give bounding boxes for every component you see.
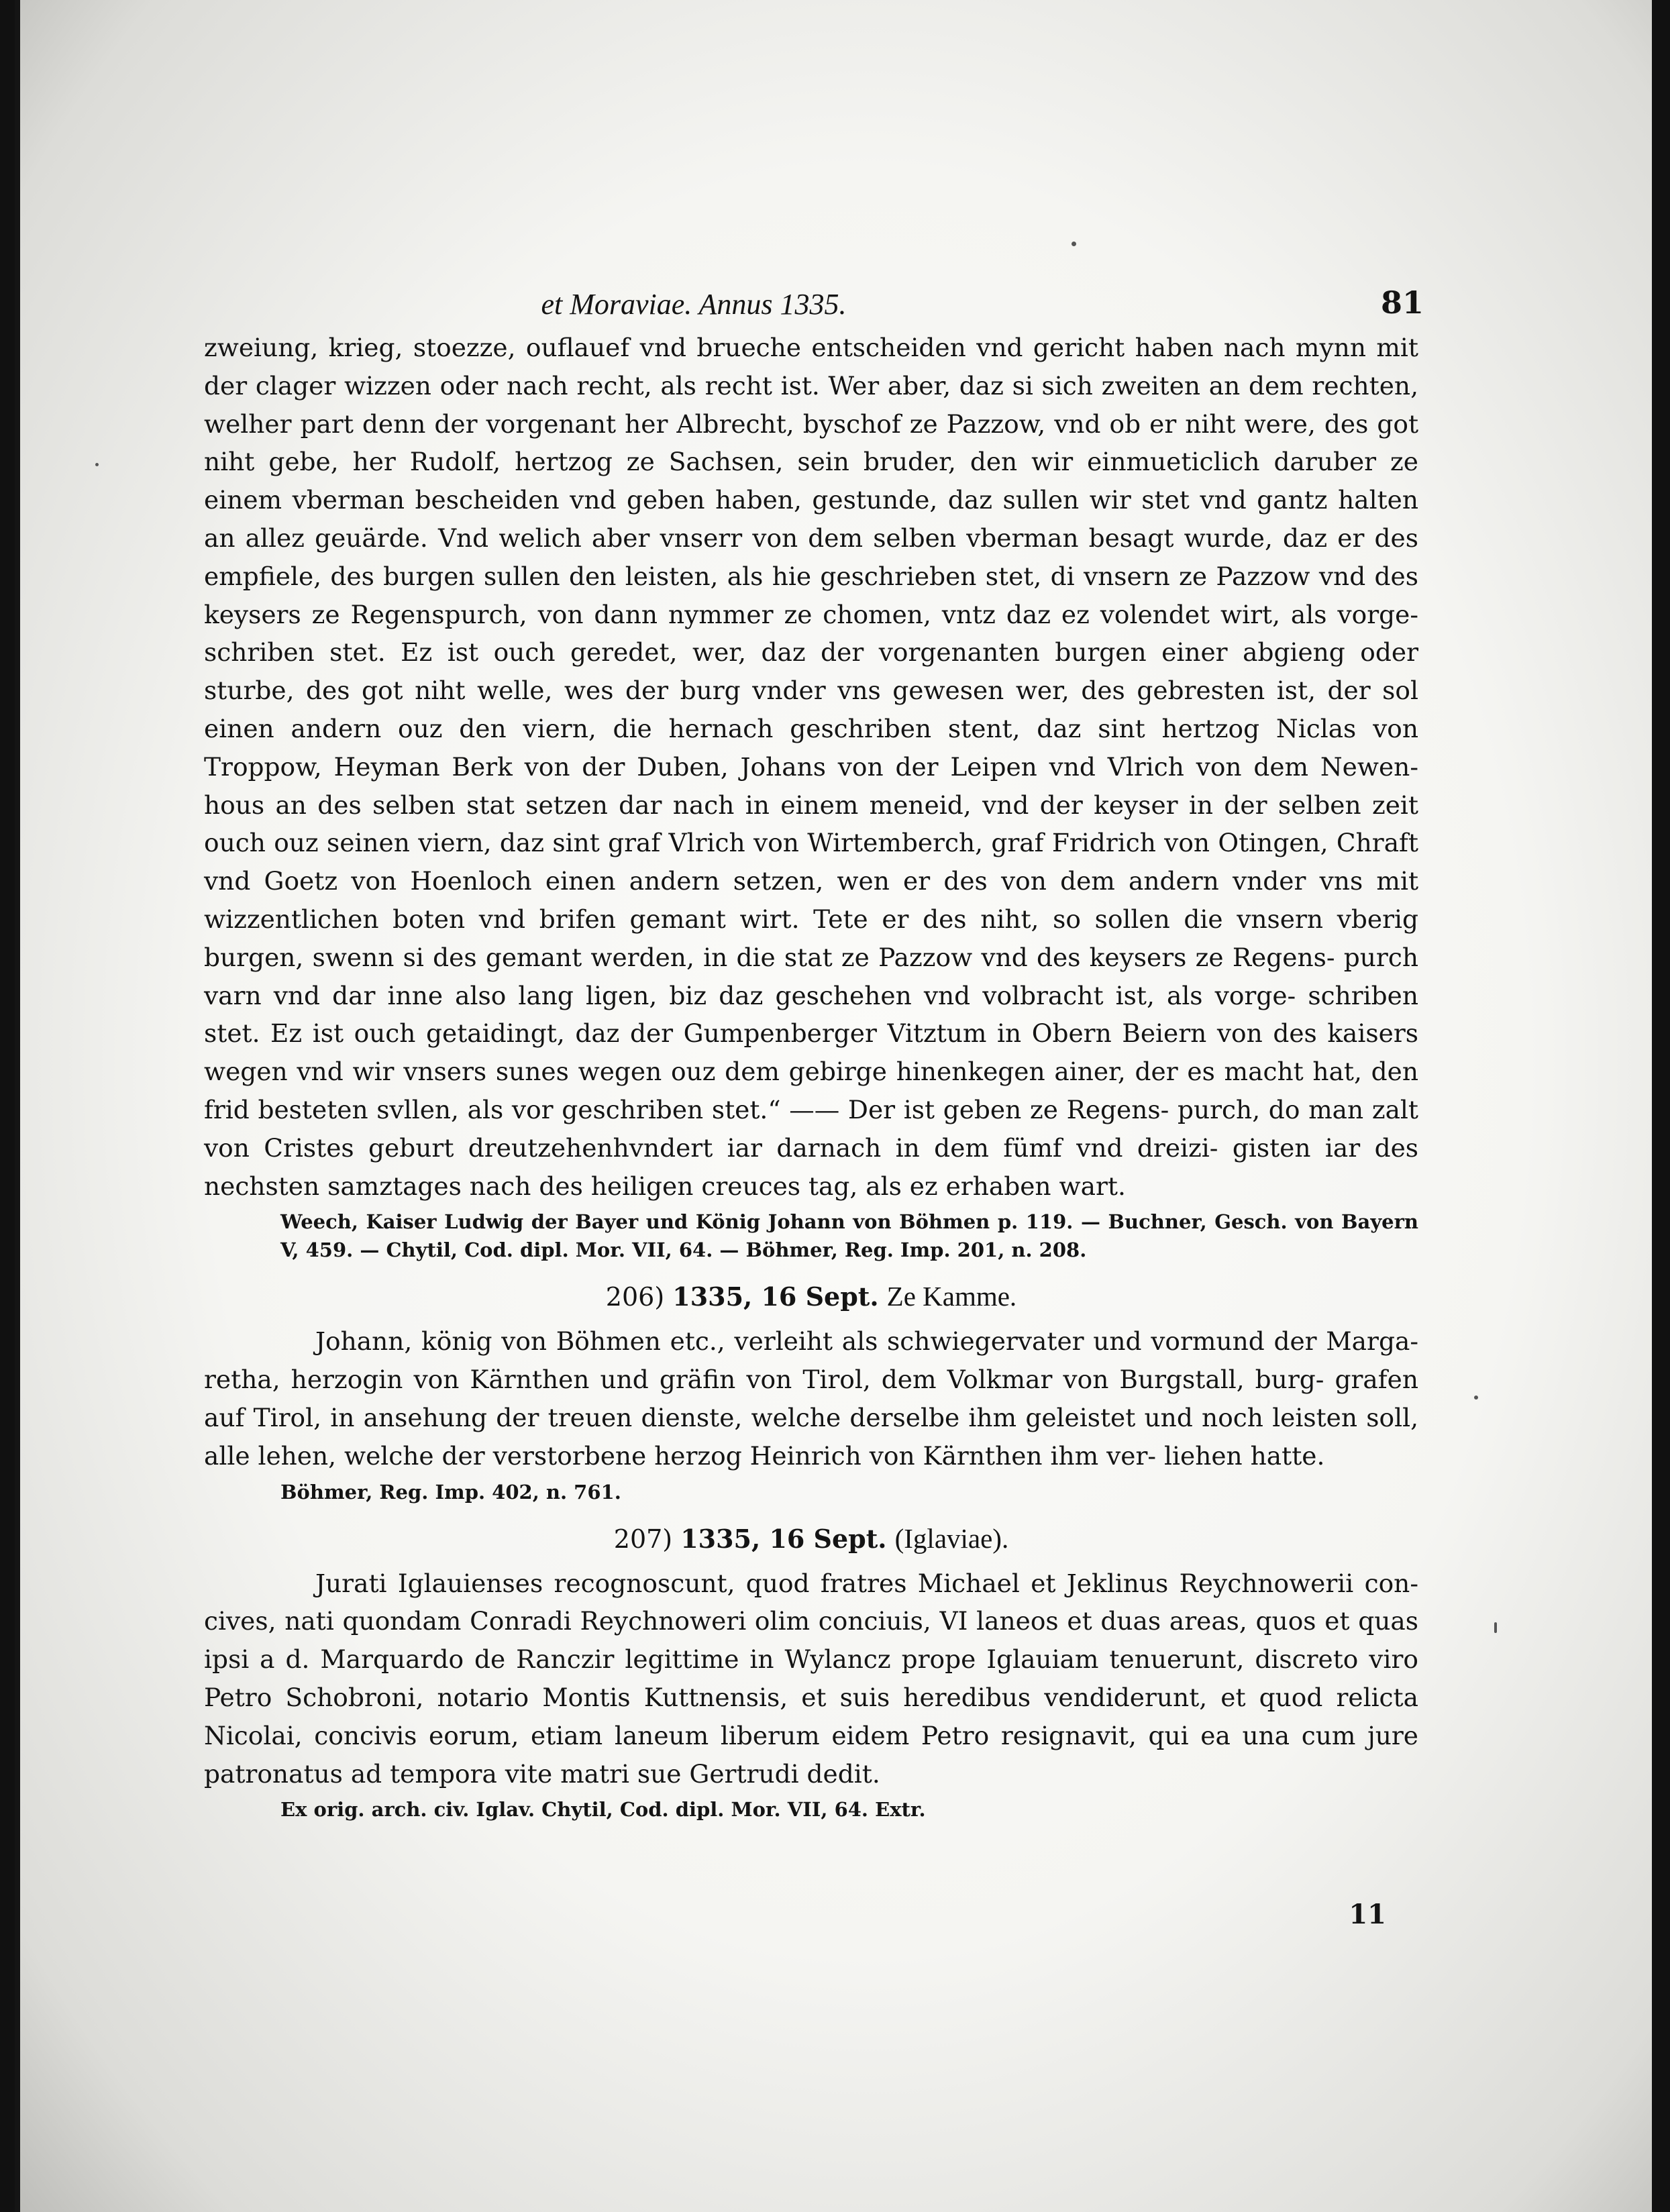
text-line: vberig burgen, swenn si des gemant werden, in die stat ze Pazzow vnd des keysers ze Regens-: [204, 904, 1418, 972]
entry-date: 1335, 16 Sept.: [680, 1523, 887, 1554]
source-line: Böhmer, Reg. Imp. 402, n. 761.: [280, 1480, 621, 1504]
text-line: hous an des selben stat setzen dar nach in einem meneid, vnd der keyser in der selben zeit: [204, 790, 1418, 820]
text-line: got niht gebe, her Rudolf, hertzog ze Sachsen, sein bruder, den wir einmueticlich daruber ze: [204, 409, 1419, 477]
text-line: purch varn vnd dar inne also lang ligen, biz daz geschehen vnd volbracht ist, als vorge-: [204, 942, 1419, 1010]
entry-206-heading: [204, 1276, 1418, 1317]
text-line: retha, herzogin von Kärnthen und gräfin von Tirol, dem Volkmar von Burgstall, burg-: [204, 1365, 1324, 1395]
text-line: Nicolai, concivis eorum, etiam laneum liberum eidem Petro resignavit, qui ea una cum jure: [204, 1720, 1418, 1750]
entry-number: 207): [613, 1524, 673, 1554]
text-line: sturbe, des got niht welle, wes der burg vnder vns gewesen wer, des gebresten ist, der sol: [204, 676, 1418, 706]
text-line: macht hat, den frid besteten svllen, als vor geschriben stet.“ —— Der ist geben ze Regens-: [204, 1057, 1418, 1124]
text-line: zweiung, krieg, stoezze, ouflauef vnd brueche entscheiden vnd gericht haben nach mynn mit der: [204, 333, 1418, 401]
source-line: Ex orig. arch. civ. Iglav. Chytil, Cod. dipl. Mor. VII, 64. Extr.: [280, 1798, 926, 1822]
text-line: ouch ouz seinen viern, daz sint graf Vlrich von Wirtemberch, graf Fridrich von Otingen,: [204, 828, 1328, 858]
left-border-rule: [15, 0, 20, 2212]
text-line: mit wizzentlichen boten vnd brifen gemant wirt. Tete er des niht, so sollen die vnsern: [204, 866, 1419, 934]
paper-speck: [1072, 242, 1076, 246]
entry-place: Ze Kamme.: [886, 1281, 1017, 1312]
text-line: schriben stet. Ez ist ouch getaidingt, daz der Gumpenberger Vitztum in Obern Beiern von: [204, 980, 1418, 1049]
text-line: liehen hatte.: [1164, 1440, 1325, 1471]
entry-number: 206): [605, 1282, 665, 1312]
source-line: Bayern V, 459. — Chytil, Cod. dipl. Mor. VII, 64. — Böhmer, Reg. Imp. 201, n. 208.: [280, 1210, 1418, 1262]
continuation-paragraph: [204, 329, 1418, 1205]
entry-206-text: [204, 1322, 1418, 1475]
entry-207-source: [204, 1795, 1418, 1824]
entry-207-heading: [204, 1518, 1418, 1559]
entry-207-text: [204, 1565, 1418, 1793]
source-line: Weech, Kaiser Ludwig der Bayer und König Johann von Böhmen p. 119. — Buchner, Gesch. von: [280, 1210, 1334, 1234]
text-line: an allez geuärde. Vnd welich aber vnserr von dem selben vberman besagt wurde, daz er des: [204, 523, 1418, 553]
entry-206-source: [204, 1478, 1418, 1506]
text-line: schriben stet. Ez ist ouch geredet, wer, daz der vorgenanten burgen einer abgieng oder: [204, 637, 1418, 668]
text-line: patronatus ad tempora vite matri sue Gertrudi dedit.: [204, 1758, 880, 1789]
text-line: welher part denn der vorgenant her Albrecht, byschof ze Pazzow, vnd ob er niht were, des: [204, 409, 1369, 439]
text-line: grafen auf Tirol, in ansehung der treuen dienste, welche derselbe ihm geleistet und noch: [204, 1365, 1418, 1432]
entry-date: 1335, 16 Sept.: [672, 1281, 879, 1312]
paper-speck: [1494, 1622, 1497, 1633]
page-number: 81: [1380, 284, 1424, 321]
text-line: empfiele, des burgen sullen den leisten, als hie geschrieben stet, di vnsern ze Pazzow vnd des: [204, 561, 1418, 591]
text-line: Johann, könig von Böhmen etc., verleiht als schwiegervater und vormund der Marga-: [315, 1326, 1418, 1357]
continuation-source-note: [204, 1208, 1418, 1264]
text-line: gisten iar des nechsten samztages nach des heiligen creuces tag, als ez erhaben wart.: [204, 1133, 1419, 1201]
text-line: Troppow, Heyman Berk von der Duben, Johans von der Leipen vnd Vlrich von dem Newen-: [204, 751, 1418, 782]
signature-mark: 11: [1349, 1899, 1386, 1930]
text-line: purch, do man zalt von Cristes geburt dreutzehenhvndert iar darnach in dem fümf vnd dreizi-: [204, 1094, 1418, 1163]
text-line: clager wizzen oder nach recht, als recht ist. Wer aber, daz si sich zweiten an dem rechten,: [255, 370, 1419, 401]
entry-place: (Iglaviae).: [894, 1522, 1009, 1554]
text-line: keysers ze Regenspurch, von dann nymmer ze chomen, vntz daz ez volendet wirt, als vorge-: [204, 599, 1418, 629]
text-line: cives, nati quondam Conradi Reychnoweri olim conciuis, VI laneos et duas areas, quos et quas: [204, 1606, 1418, 1636]
text-line: Jurati Iglauienses recognoscunt, quod fratres Michael et Jeklinus Reychnowerii con-: [315, 1568, 1418, 1598]
text-line: einen andern ouz den viern, die hernach geschriben stent, daz sint hertzog Niclas von: [204, 713, 1418, 743]
paper-speck: [95, 463, 99, 466]
text-line: Chraft vnd Goetz von Hoenloch einen andern setzen, wen er des von dem andern vnder vns: [204, 828, 1418, 896]
running-head: [204, 282, 1424, 329]
running-head-title: et Moraviae. Annus 1335.: [541, 288, 847, 321]
paper-speck: [1474, 1395, 1478, 1400]
text-line: Petro Schobroni, notario Montis Kuttnensis, et suis heredibus vendiderunt, et quod relicta: [204, 1682, 1418, 1712]
text-line: des kaisers wegen vnd wir vnsers sunes wegen ouz dem gebirge hinenkegen ainer, der es: [204, 1018, 1419, 1087]
text-line: ipsi a d. Marquardo de Ranczir legittime in Wylancz prope Iglauiam tenuerunt, discreto viro: [204, 1644, 1418, 1675]
page-content: [204, 282, 1424, 1824]
page-sheet: [15, 0, 1652, 2212]
text-line: einem vberman bescheiden vnd geben haben, gestunde, daz sullen wir stet vnd gantz halten: [204, 485, 1418, 515]
text-line: leisten soll, alle lehen, welche der verstorbene herzog Heinrich von Kärnthen ihm ver-: [204, 1402, 1418, 1471]
